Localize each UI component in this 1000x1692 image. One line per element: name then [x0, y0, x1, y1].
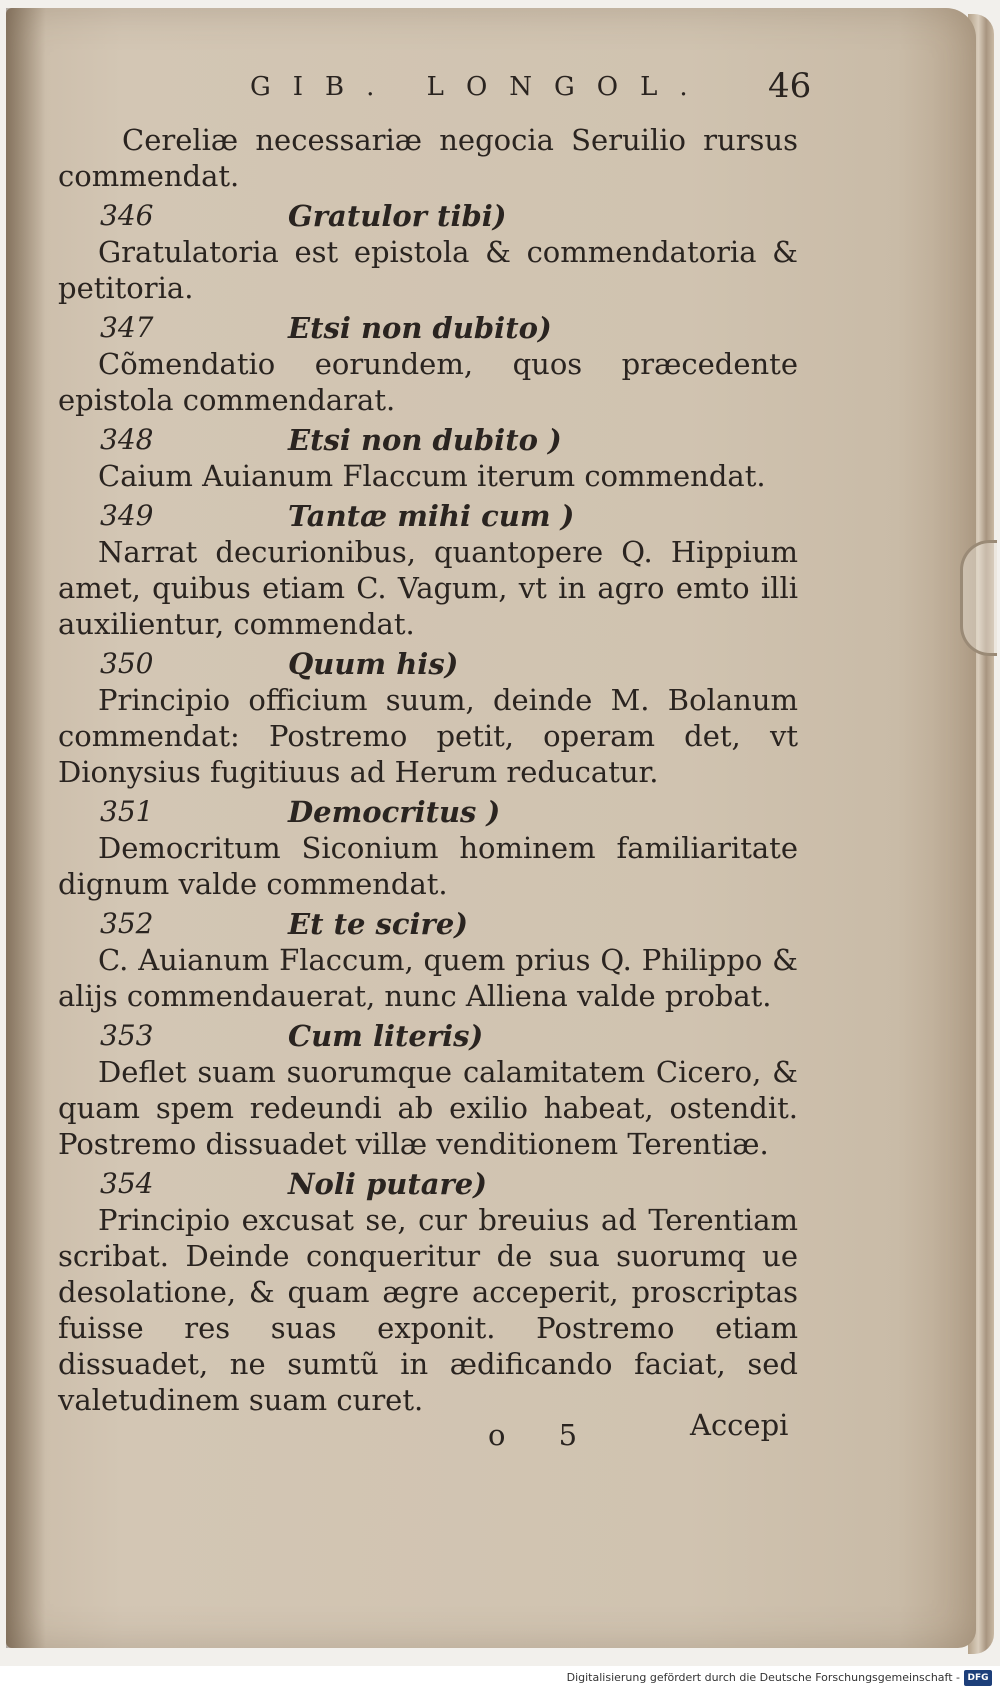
entry-number: 347: [100, 311, 154, 344]
entry-incipit: Tantæ mihi cum ): [288, 499, 575, 533]
entry-heading: [58, 498, 798, 534]
entry-summary: Principio excusat se, cur breuius ad Terentiam scribat. Deinde conqueritur de sua suorumq ue desolatione, & quam ægre acceperit, proscriptas fuisse res suas exponit. Postremo etiam dissuadet, ne sumtũ in ædificando faciat, sed valetudinem suam curet.: [58, 1203, 798, 1417]
entry-heading: [58, 646, 798, 682]
entry-heading: [58, 310, 798, 346]
entry-heading: [58, 1166, 798, 1202]
entry-heading: [58, 422, 798, 458]
entry-heading: [58, 198, 798, 234]
letter-entry-347: [58, 310, 798, 418]
letter-entry-354: [58, 1166, 798, 1418]
entry-summary: Narrat decurionibus, quantopere Q. Hippium amet, quibus etiam C. Vagum, vt in agro emto illi auxilientur, commendat.: [58, 535, 798, 641]
catchword: Accepi: [690, 1408, 789, 1442]
entry-incipit: Etsi non dubito ): [288, 423, 562, 457]
letter-entry-349: [58, 498, 798, 642]
letter-entry-350: [58, 646, 798, 790]
credit-text: Digitalisierung gefördert durch die Deutsche Forschungsgemeinschaft -: [566, 1671, 960, 1684]
entry-incipit: Gratulor tibi): [288, 199, 507, 233]
credit-bar: [0, 1666, 1000, 1692]
entry-heading: [58, 1018, 798, 1054]
letter-entry-353: [58, 1018, 798, 1162]
entry-summary: Deflet suam suorumque calamitatem Cicero, & quam spem redeundi ab exilio habeat, ostendit. Postremo dissuadet villæ venditionem Terentiæ.: [58, 1055, 798, 1161]
page-body: [58, 122, 798, 1418]
book-clasp: [960, 540, 997, 656]
entry-incipit: Noli putare): [288, 1167, 487, 1201]
signature-mark: o 5: [488, 1418, 600, 1452]
letter-entry-351: [58, 794, 798, 902]
entry-heading: [58, 906, 798, 942]
entry-number: 352: [100, 907, 154, 940]
entry-incipit: Etsi non dubito): [288, 311, 552, 345]
page-header: [0, 66, 980, 112]
entry-number: 346: [100, 199, 154, 232]
entry-number: 353: [100, 1019, 154, 1052]
entry-summary: Caium Auianum Flaccum iterum commendat.: [98, 459, 766, 493]
running-head: GIB. LONGOL.: [250, 72, 710, 102]
entry-number: 350: [100, 647, 154, 680]
page-footer: [0, 1408, 980, 1468]
dfg-logo-icon: DFG: [964, 1670, 992, 1686]
entry-number: 349: [100, 499, 154, 532]
entry-incipit: Democritus ): [288, 795, 501, 829]
entry-summary: C. Auianum Flaccum, quem prius Q. Philippo & alijs commendauerat, nunc Alliena valde probat.: [58, 943, 798, 1013]
page-number: 46: [768, 66, 812, 106]
entry-number: 348: [100, 423, 154, 456]
entry-summary: Democritum Siconium hominem familiaritate dignum valde commendat.: [58, 831, 798, 901]
letter-entry-348: [58, 422, 798, 494]
entry-summary: Cõmendatio eorundem, quos præcedente epistola commendarat.: [58, 347, 798, 417]
entry-number: 351: [100, 795, 154, 828]
entry-incipit: Cum literis): [288, 1019, 484, 1053]
intro-paragraph: Cereliæ necessariæ negocia Seruilio rursus commendat.: [58, 123, 798, 193]
spine-shadow: [6, 8, 46, 1648]
entry-number: 354: [100, 1167, 154, 1200]
entry-incipit: Quum his): [288, 647, 459, 681]
entry-incipit: Et te scire): [288, 907, 468, 941]
entry-summary: Principio officium suum, deinde M. Bolanum commendat: Postremo petit, operam det, vt Dionysius fugitiuus ad Herum reducatur.: [58, 683, 798, 789]
entry-summary: Gratulatoria est epistola & commendatoria & petitoria.: [58, 235, 798, 305]
letter-entry-346: [58, 198, 798, 306]
letter-entry-352: [58, 906, 798, 1014]
entry-heading: [58, 794, 798, 830]
